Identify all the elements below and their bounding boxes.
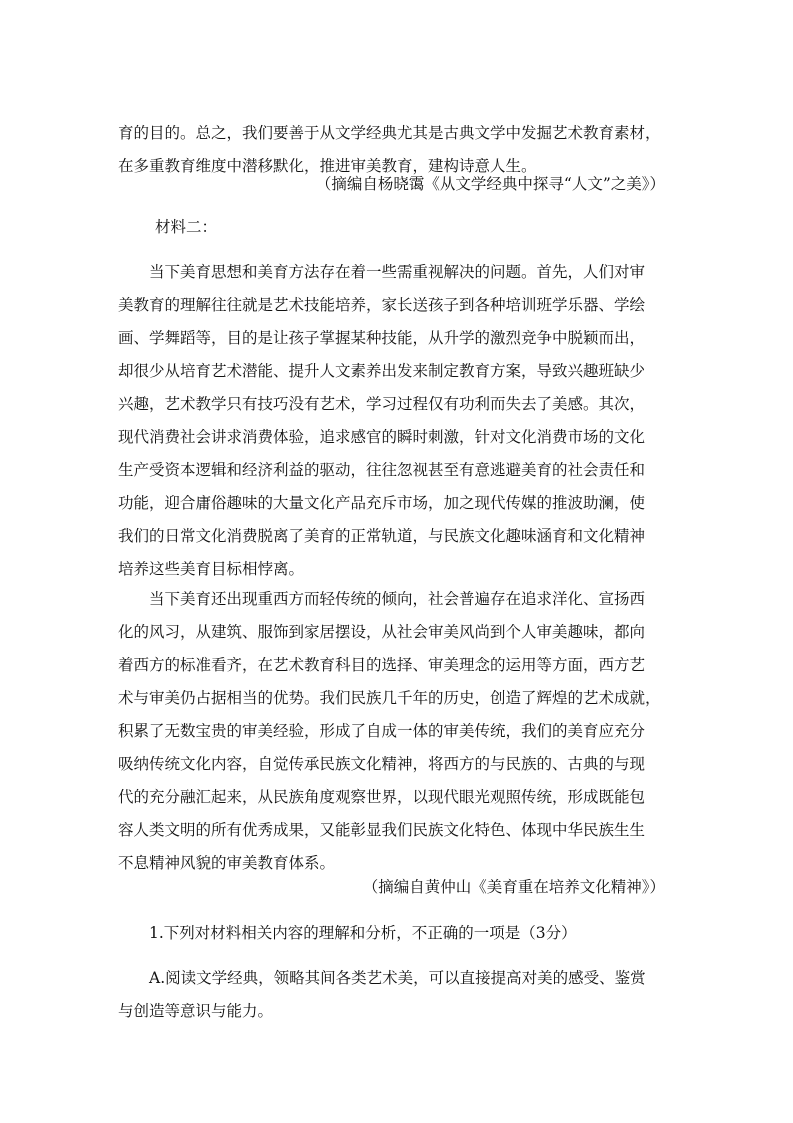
text-line: 兴趣，艺术教学只有技巧没有艺术，学习过程仅有功利而失去了美感。其次， — [118, 395, 646, 413]
text-line: 功能，迎合庸俗趣味的大量文化产品充斥市场，加之现代传媒的推波助澜，使 — [118, 494, 646, 512]
text-line: 美教育的理解往往就是艺术技能培养，家长送孩子到各种培训班学乐器、学绘 — [118, 296, 646, 314]
text-line: 当下美育还出现重西方而轻传统的倾向，社会普遍存在追求洋化、宣扬西 — [149, 590, 646, 608]
paragraph-3 — [118, 583, 678, 880]
text-line: 当下美育思想和美育方法存在着一些需重视解决的问题。首先，人们对审 — [149, 263, 646, 281]
citation-1: （摘编自杨晓霭《从文学经典中探寻“人文”之美》） — [315, 175, 665, 193]
text-line: 代的充分融汇起来，从民族角度观察世界，以现代眼光观照传统，形成既能包 — [118, 788, 646, 806]
question-text: 1.下列对材料相关内容的理解和分析，不正确的一项是（3分） — [149, 924, 577, 942]
heading-text: 材料二： — [155, 218, 218, 236]
text-line: A.阅读文学经典，领略其间各类艺术美，可以直接提高对美的感受、鉴赏 — [149, 969, 646, 987]
question-1 — [118, 917, 678, 950]
text-line: 画、学舞蹈等，目的是让孩子掌握某种技能，从升学的激烈竞争中脱颖而出， — [118, 329, 646, 347]
citation-2: （摘编自黄仲山《美育重在培养文化精神》） — [362, 878, 665, 896]
text-line: 术与审美仍占据相当的优势。我们民族几千年的历史，创造了辉煌的艺术成就， — [118, 689, 661, 707]
text-line: 培养这些美育目标相悖离。 — [118, 560, 305, 578]
text-line: 吸纳传统文化内容，自觉传承民族文化精神，将西方的与民族的、古典的与现 — [118, 755, 646, 773]
paragraph-2 — [118, 256, 678, 586]
material-2-heading — [118, 211, 678, 244]
text-line: 积累了无数宝贵的审美经验，形成了自成一体的审美传统，我们的美育应充分 — [118, 722, 646, 740]
text-line: 却很少从培育艺术潜能、提升人文素养出发来制定教育方案，导致兴趣班缺少 — [118, 362, 646, 380]
text-line: 化的风习，从建筑、服饰到家居摆设，从社会审美风尚到个人审美趣味，都向 — [118, 623, 646, 641]
text-line: 着西方的标准看齐，在艺术教育科目的选择、审美理念的运用等方面，西方艺 — [118, 656, 646, 674]
text-line: 我们的日常文化消费脱离了美育的正常轨道，与民族文化趣味涵育和文化精神 — [118, 527, 646, 545]
text-line: 不息精神风貌的审美教育体系。 — [118, 854, 336, 872]
text-line: 容人类文明的所有优秀成果，又能彰显我们民族文化特色、体现中华民族生生 — [118, 821, 646, 839]
text-line: 与创造等意识与能力。 — [118, 1002, 274, 1020]
text-line: 育的目的。总之，我们要善于从文学经典尤其是古典文学中发掘艺术教育素材， — [118, 124, 661, 142]
text-line: 在多重教育维度中潜移默化，推进审美教育，建构诗意人生。 — [118, 157, 537, 175]
text-line: 生产受资本逻辑和经济利益的驱动，往往忽视甚至有意逃避美育的社会责任和 — [118, 461, 646, 479]
option-a — [118, 962, 678, 1028]
text-line: 现代消费社会讲求消费体验，追求感官的瞬时刺激，针对文化消费市场的文化 — [118, 428, 646, 446]
